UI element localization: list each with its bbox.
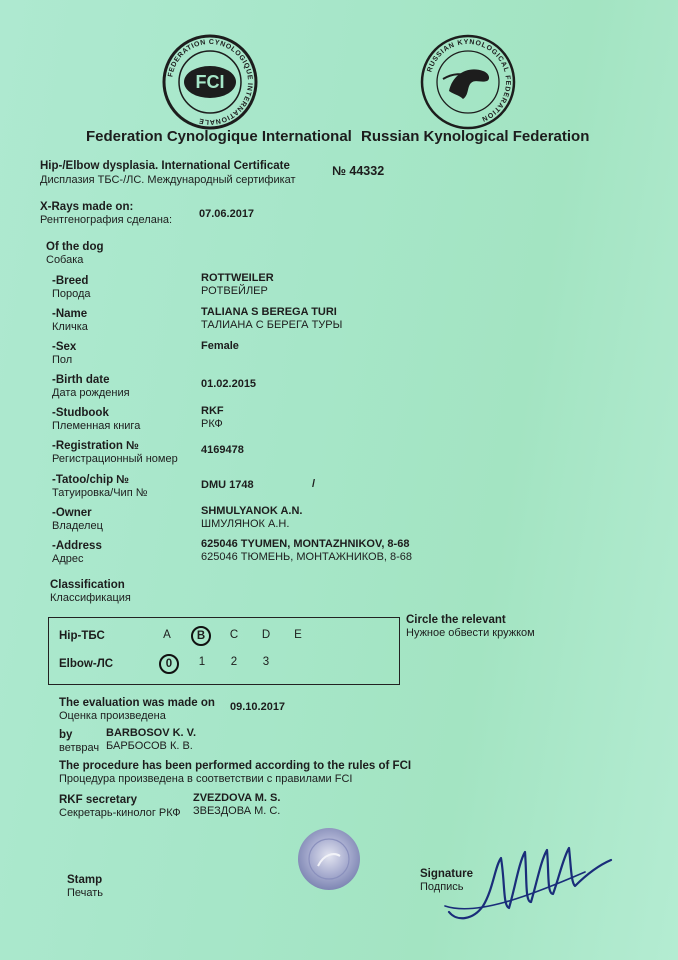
registration-label-en: -Registration № — [52, 440, 139, 452]
fci-org-name: Federation Cynologique International — [86, 128, 352, 145]
stamp-label-en: Stamp — [67, 874, 103, 886]
vet-name-ru: БАРБОСОВ К. В. — [106, 740, 193, 752]
studbook-label-ru: Племенная книга — [52, 420, 141, 432]
name-label-en: -Name — [52, 308, 88, 320]
chip-label-en: -Tatoo/chip № — [52, 474, 130, 486]
sex-value: Female — [201, 340, 239, 352]
secretary-name-en: ZVEZDOVA M. S. — [193, 792, 281, 804]
hip-label: Hip-ТБС — [59, 630, 105, 642]
certificate-title-en: Hip-/Elbow dysplasia. International Certificate — [40, 160, 290, 172]
studbook-value-en: RKF — [201, 405, 224, 417]
secretary-label-en: RKF secretary — [59, 794, 137, 806]
certificate-number: № 44332 — [332, 164, 385, 178]
signature-label-ru: Подпись — [420, 881, 464, 893]
hip-grade-a: A — [163, 629, 171, 641]
elbow-grade-2: 2 — [230, 656, 238, 668]
classification-heading-ru: Классификация — [50, 592, 131, 604]
breed-label-ru: Порода — [52, 288, 91, 300]
circle-note-ru: Нужное обвести кружком — [406, 627, 535, 639]
chip-separator: / — [312, 478, 316, 490]
hip-grade-e: E — [294, 629, 302, 641]
by-label-ru: ветврач — [59, 742, 100, 754]
by-label-en: by — [59, 729, 73, 741]
name-label-ru: Кличка — [52, 321, 88, 333]
grading-box — [48, 617, 400, 685]
xray-label-ru: Рентгенография сделана: — [40, 214, 173, 226]
breed-value-en: ROTTWEILER — [201, 272, 274, 284]
hip-grade-c: C — [229, 629, 239, 641]
rkf-org-name: Russian Kynological Federation — [361, 128, 590, 145]
elbow-label: Elbow-ЛС — [59, 658, 114, 670]
xray-label-en: X-Rays made on: — [40, 201, 134, 213]
birth-date-value: 01.02.2015 — [201, 378, 257, 390]
elbow-grade-1: 1 — [198, 656, 206, 668]
evaluation-label-ru: Оценка произведена — [59, 710, 166, 722]
owner-value-en: SHMULYANOK A.N. — [201, 505, 303, 517]
elbow-grade-0-selected: 0 — [159, 654, 179, 674]
registration-value: 4169478 — [201, 444, 244, 456]
fci-center-text: FCI — [195, 72, 225, 92]
circle-note-en: Circle the relevant — [406, 614, 506, 626]
secretary-label-ru: Секретарь-кинолог РКФ — [59, 807, 181, 819]
procedure-text-ru: Процедура произведена в соответствии с правилами FCI — [59, 773, 353, 785]
name-value-ru: ТАЛИАНА С БЕРЕГА ТУРЫ — [201, 319, 343, 331]
address-label-ru: Адрес — [52, 553, 84, 565]
vet-name-en: BARBOSOV K. V. — [106, 727, 197, 739]
address-value-en: 625046 TYUMEN, MONTAZHNIKOV, 8-68 — [201, 538, 410, 550]
studbook-value-ru: РКФ — [201, 418, 223, 430]
dog-heading-ru: Собака — [46, 254, 84, 266]
evaluation-date: 09.10.2017 — [230, 701, 286, 713]
sex-label-ru: Пол — [52, 354, 73, 366]
elbow-grade-3: 3 — [262, 656, 270, 668]
chip-value: DMU 1748 — [201, 479, 254, 491]
chip-label-ru: Татуировка/Чип № — [52, 487, 148, 499]
birth-date-label-en: -Birth date — [52, 374, 110, 386]
classification-heading-en: Classification — [50, 579, 125, 591]
name-value-en: TALIANA S BEREGA TURI — [201, 306, 337, 318]
sex-label-en: -Sex — [52, 341, 77, 353]
dog-heading-en: Of the dog — [46, 241, 104, 253]
procedure-text-en: The procedure has been performed according to the rules of FCI — [59, 760, 412, 772]
xray-date: 07.06.2017 — [199, 208, 255, 220]
rkf-ring-text: RUSSIAN KYNOLOGICAL FEDERATION — [426, 38, 512, 123]
certificate-title-ru: Дисплазия ТБС-/ЛС. Международный сертификат — [40, 174, 296, 186]
evaluation-label-en: The evaluation was made on — [59, 697, 215, 709]
owner-label-ru: Владелец — [52, 520, 103, 532]
hologram-sticker-icon — [296, 826, 362, 892]
breed-value-ru: РОТВЕЙЛЕР — [201, 285, 268, 297]
registration-label-ru: Регистрационный номер — [52, 453, 178, 465]
handwritten-signature — [435, 836, 615, 930]
studbook-label-en: -Studbook — [52, 407, 109, 419]
breed-label-en: -Breed — [52, 275, 89, 287]
birth-date-label-ru: Дата рождения — [52, 387, 130, 399]
owner-label-en: -Owner — [52, 507, 92, 519]
fci-ring-text: FEDERATION CYNOLOGIQUE INTERNATIONALE — [167, 38, 254, 126]
fci-logo-icon — [161, 33, 259, 131]
hip-grade-b-selected: B — [191, 626, 211, 646]
stamp-label-ru: Печать — [67, 887, 104, 899]
secretary-name-ru: ЗВЕЗДОВА М. С. — [193, 805, 281, 817]
owner-value-ru: ШМУЛЯНОК А.Н. — [201, 518, 290, 530]
hip-grade-d: D — [261, 629, 271, 641]
rkf-logo-icon — [419, 33, 517, 131]
address-label-en: -Address — [52, 540, 102, 552]
signature-label-en: Signature — [420, 868, 474, 880]
address-value-ru: 625046 ТЮМЕНЬ, МОНТАЖНИКОВ, 8-68 — [201, 551, 413, 563]
